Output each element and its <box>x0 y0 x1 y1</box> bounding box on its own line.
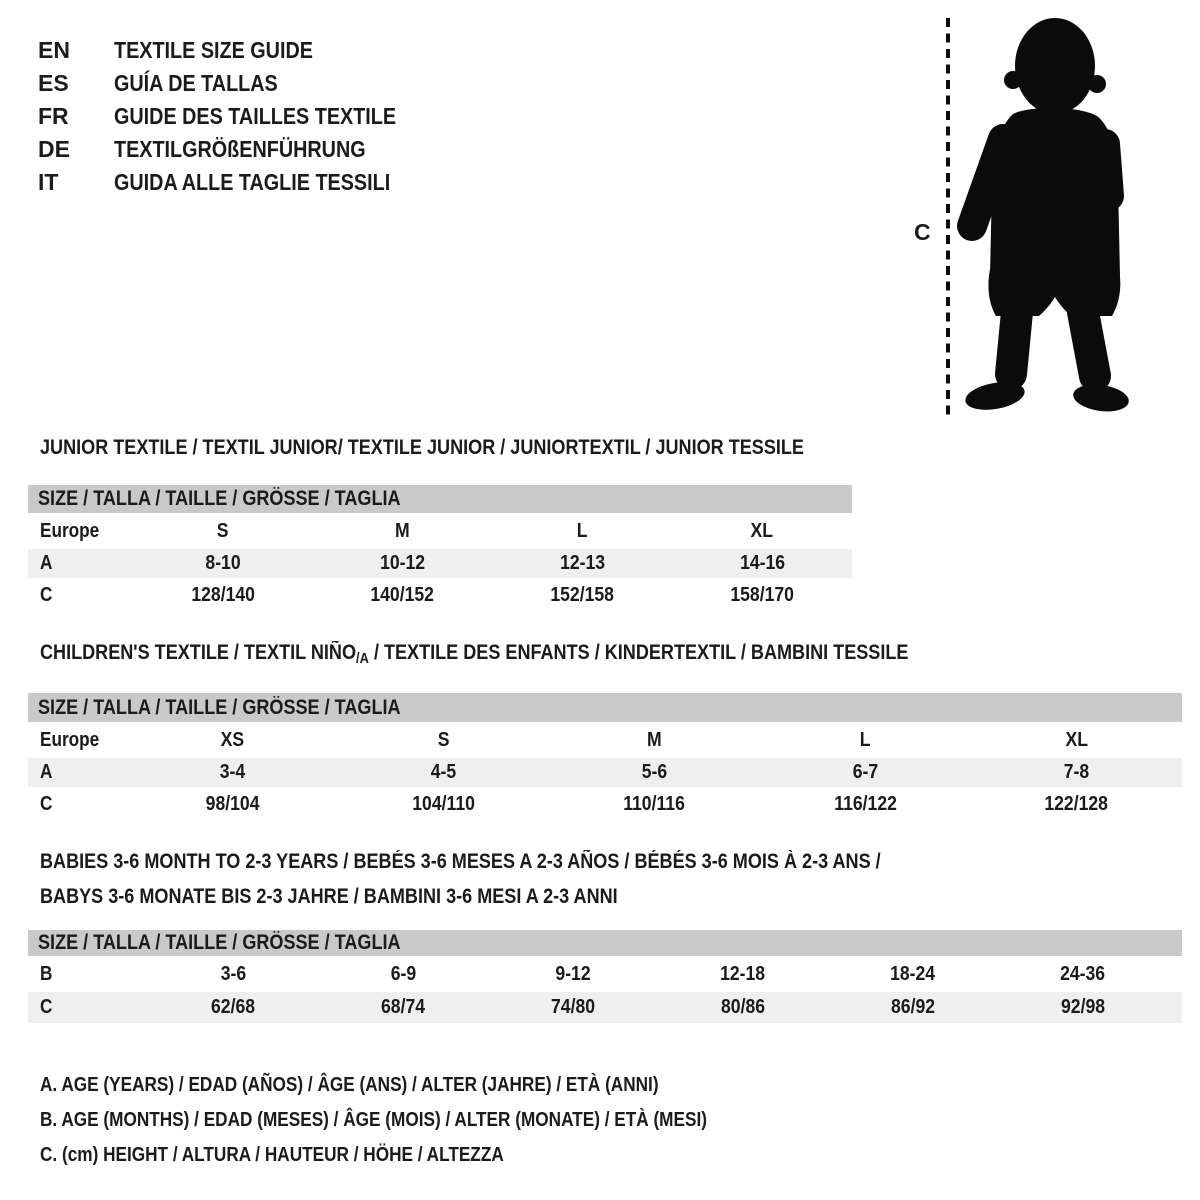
baby-ear-left <box>1004 71 1022 89</box>
legend-line-a: A. AGE (YEARS) / EDAD (AÑOS) / ÂGE (ANS) / ALTER (JAHRE) / ETÀ (ANNI) <box>40 1074 659 1096</box>
language-code: ES <box>38 70 69 96</box>
row-label: C <box>40 583 53 606</box>
size-cell: S <box>217 519 229 542</box>
region-label: Europe <box>40 519 100 542</box>
age-cell: 3-6 <box>220 962 246 985</box>
language-row-de <box>38 133 442 166</box>
nino-a-subscript: /A <box>356 650 369 667</box>
junior-section-title: JUNIOR TEXTILE / TEXTIL JUNIOR/ TEXTILE JUNIOR / JUNIORTEXTIL / JUNIOR TESSILE <box>40 436 804 459</box>
baby-arm-right <box>1105 144 1109 196</box>
row-label: A <box>40 761 53 783</box>
language-row-it <box>38 166 442 199</box>
age-cell: 14-16 <box>739 552 785 574</box>
baby-ear-right <box>1088 75 1106 93</box>
language-title: GUIDA ALLE TAGLIE TESSILI <box>114 169 391 195</box>
age-cell: 18-24 <box>890 962 936 985</box>
table-row-height <box>28 787 1182 821</box>
language-title: GUIDE DES TAILLES TEXTILE <box>114 103 397 129</box>
children-size-table <box>28 693 1182 821</box>
height-cell: 128/140 <box>191 583 255 606</box>
table-row-age <box>28 549 852 578</box>
babies-section-title: BABIES 3-6 MONTH TO 2-3 YEARS / BEBÉS 3-6 MESES A 2-3 AÑOS / BÉBÉS 3-6 MOIS À 2-3 ANS / BABYS 3-6 MONATE BIS 2-3 JAHRE / BAMBINI 3-6 MESI A 2-3 ANNI <box>40 850 881 908</box>
table-row-height <box>28 578 852 612</box>
toddler-silhouette-icon <box>955 14 1145 422</box>
babies-size-table <box>28 930 1182 1023</box>
row-label: B <box>40 962 53 985</box>
height-cell: 122/128 <box>1044 792 1109 815</box>
age-cell: 6-9 <box>390 962 416 985</box>
table-row-height <box>28 992 1182 1023</box>
size-cell: XL <box>750 519 774 542</box>
baby-foot-right <box>1071 381 1130 415</box>
height-cell: 80/86 <box>720 996 766 1018</box>
size-cell: XL <box>1065 728 1088 751</box>
age-cell: 8-10 <box>205 552 241 574</box>
size-cell: L <box>860 728 871 751</box>
age-cell: 24-36 <box>1060 962 1106 985</box>
table-row-europe <box>28 722 1182 758</box>
language-title: TEXTILGRÖßENFÜHRUNG <box>114 136 366 162</box>
table-row-europe <box>28 513 852 549</box>
age-cell: 10-12 <box>380 552 426 574</box>
region-label: Europe <box>40 728 100 751</box>
height-cell: 62/68 <box>210 996 256 1018</box>
height-cell: 140/152 <box>370 583 435 606</box>
language-row-es <box>38 67 442 100</box>
height-cell: 98/104 <box>205 792 260 815</box>
height-measure-line <box>945 16 951 418</box>
size-cell: M <box>395 519 410 542</box>
age-cell: 4-5 <box>430 761 457 783</box>
age-cell: 9-12 <box>555 962 591 985</box>
baby-leg-left <box>1011 312 1017 374</box>
size-header-bar: SIZE / TALLA / TAILLE / GRÖSSE / TAGLIA <box>28 485 852 513</box>
language-row-en <box>38 34 442 67</box>
legend-line-b: B. AGE (MONTHS) / EDAD (MESES) / ÂGE (MOIS) / ALTER (MONATE) / ETÀ (MESI) <box>40 1109 707 1131</box>
age-cell: 7-8 <box>1063 761 1090 783</box>
table-row-age <box>28 758 1182 787</box>
language-title: GUÍA DE TALLAS <box>114 70 278 96</box>
size-cell: L <box>576 519 588 542</box>
height-cell: 92/98 <box>1060 996 1106 1018</box>
measure-legend <box>40 1068 816 1173</box>
language-row-fr <box>38 100 442 133</box>
children-section-title: CHILDREN'S TEXTILE / TEXTIL NIÑO/A / TEXTILE DES ENFANTS / KINDERTEXTIL / BAMBINI TESSILE <box>40 641 909 667</box>
baby-head <box>1015 18 1095 114</box>
height-cell: 116/122 <box>834 792 897 815</box>
size-header-bar: SIZE / TALLA / TAILLE / GRÖSSE / TAGLIA <box>28 693 1182 722</box>
language-title: TEXTILE SIZE GUIDE <box>114 37 313 63</box>
legend-line-c: C. (cm) HEIGHT / ALTURA / HAUTEUR / HÖHE / ALTEZZA <box>40 1144 504 1166</box>
language-code: DE <box>38 136 70 162</box>
height-measure-label: C <box>914 219 931 245</box>
age-cell: 3-4 <box>219 761 246 783</box>
age-cell: 6-7 <box>852 761 879 783</box>
height-cell: 158/170 <box>730 583 794 606</box>
height-cell: 68/74 <box>380 996 426 1018</box>
language-title-list <box>38 34 442 199</box>
size-cell: XS <box>220 728 245 751</box>
height-cell: 86/92 <box>890 996 936 1018</box>
size-header-bar: SIZE / TALLA / TAILLE / GRÖSSE / TAGLIA <box>28 930 1182 956</box>
age-cell: 12-18 <box>720 962 766 985</box>
height-cell: 74/80 <box>550 996 596 1018</box>
junior-size-table <box>28 485 852 612</box>
row-label: A <box>40 552 53 574</box>
table-row-age-months <box>28 956 1182 992</box>
age-cell: 12-13 <box>559 552 605 574</box>
language-code: FR <box>38 103 69 129</box>
row-label: C <box>40 996 53 1018</box>
height-cell: 110/116 <box>623 792 686 815</box>
height-cell: 152/158 <box>550 583 615 606</box>
language-code: IT <box>38 169 59 195</box>
size-cell: M <box>647 728 662 751</box>
height-cell: 104/110 <box>412 792 475 815</box>
age-cell: 5-6 <box>641 761 668 783</box>
language-code: EN <box>38 37 70 63</box>
row-label: C <box>40 792 53 815</box>
baby-leg-right <box>1083 312 1095 376</box>
size-cell: S <box>437 728 450 751</box>
